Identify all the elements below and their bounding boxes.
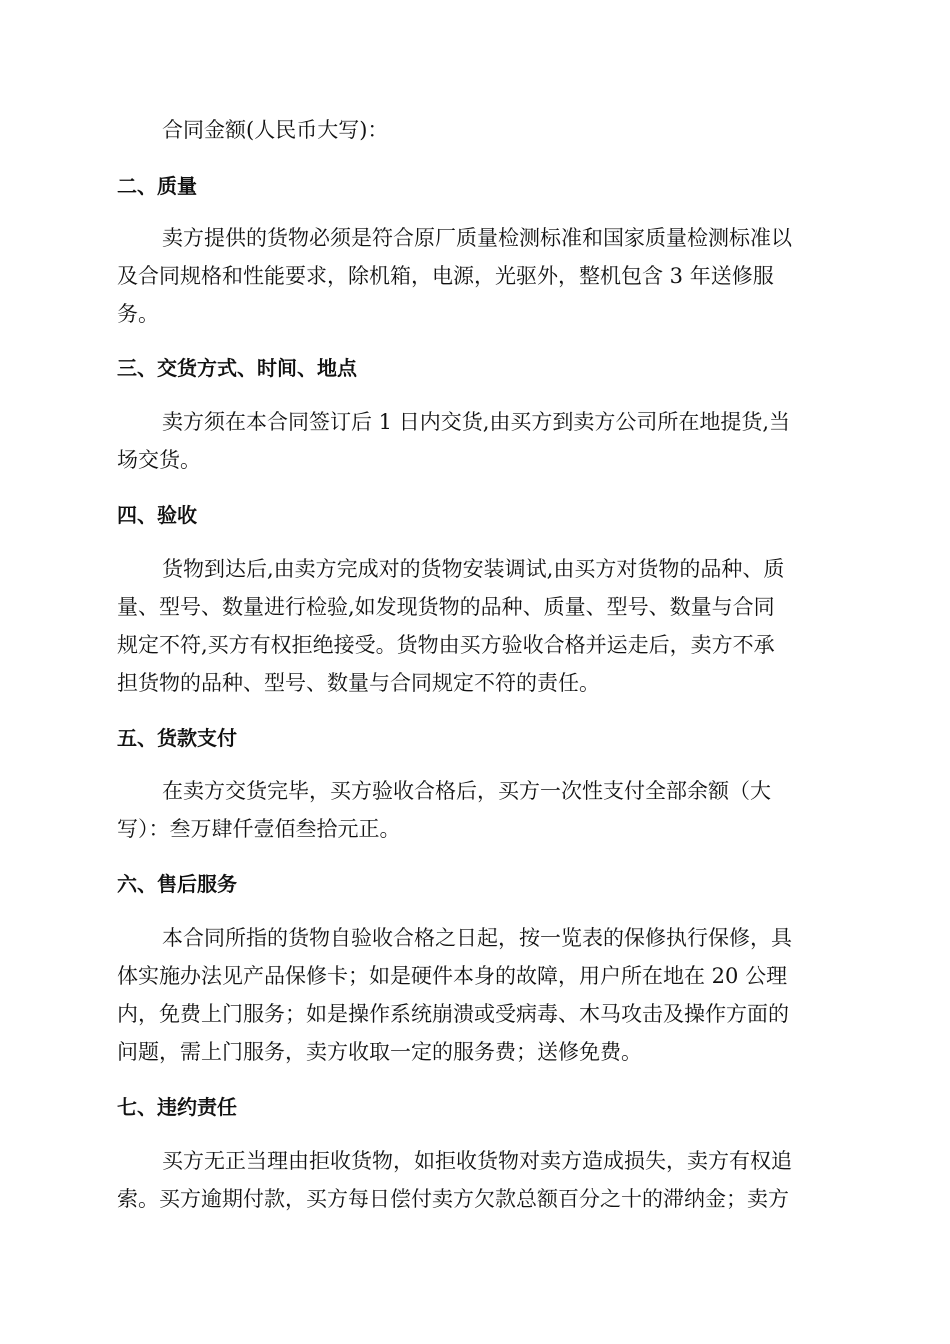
paragraph-line: 及合同规格和性能要求，除机箱，电源，光驱外，整机包含 3 年送修服 (117, 264, 774, 288)
section-heading-after-sales: 六、售后服务 (117, 872, 237, 896)
paragraph-line: 卖方须在本合同签订后 1 日内交货,由买方到卖方公司所在地提货,当 (162, 410, 791, 434)
section-heading-acceptance: 四、验收 (117, 503, 197, 527)
paragraph-line: 体实施办法见产品保修卡；如是硬件本身的故障，用户所在地在 20 公理 (117, 964, 788, 988)
section-heading-breach: 七、违约责任 (117, 1095, 237, 1119)
paragraph-line: 买方无正当理由拒收货物，如拒收货物对卖方造成损失，卖方有权追 (162, 1149, 792, 1173)
paragraph-line: 问题，需上门服务，卖方收取一定的服务费；送修免费。 (117, 1040, 642, 1064)
paragraph-line: 规定不符,买方有权拒绝接受。货物由买方验收合格并运走后，卖方不承 (117, 633, 775, 657)
section-heading-payment: 五、货款支付 (117, 726, 237, 750)
paragraph-line: 卖方提供的货物必须是符合原厂质量检测标准和国家质量检测标准以 (162, 226, 792, 250)
section-heading-quality: 二、质量 (117, 174, 197, 198)
paragraph-line: 场交货。 (117, 448, 201, 472)
paragraph-line: 内，免费上门服务；如是操作系统崩溃或受病毒、木马攻击及操作方面的 (117, 1002, 789, 1026)
paragraph-line: 写）：叁万肆仟壹佰叁拾元正。 (117, 817, 401, 841)
paragraph-line: 务。 (117, 302, 159, 326)
section-heading-delivery: 三、交货方式、时间、地点 (117, 356, 357, 380)
paragraph-line: 在卖方交货完毕，买方验收合格后，买方一次性支付全部余额（大 (162, 779, 771, 803)
paragraph-line: 索。买方逾期付款，买方每日偿付卖方欠款总额百分之十的滞纳金；卖方 (117, 1187, 789, 1211)
paragraph-line: 担货物的品种、型号、数量与合同规定不符的责任。 (117, 671, 600, 695)
paragraph-line: 货物到达后,由卖方完成对的货物安装调试,由买方对货物的品种、质 (162, 557, 785, 581)
paragraph-line: 量、型号、数量进行检验,如发现货物的品种、质量、型号、数量与合同 (117, 595, 775, 619)
contract-amount-line: 合同金额(人民币大写)： (162, 118, 389, 142)
paragraph-line: 本合同所指的货物自验收合格之日起，按一览表的保修执行保修，具 (162, 926, 792, 950)
